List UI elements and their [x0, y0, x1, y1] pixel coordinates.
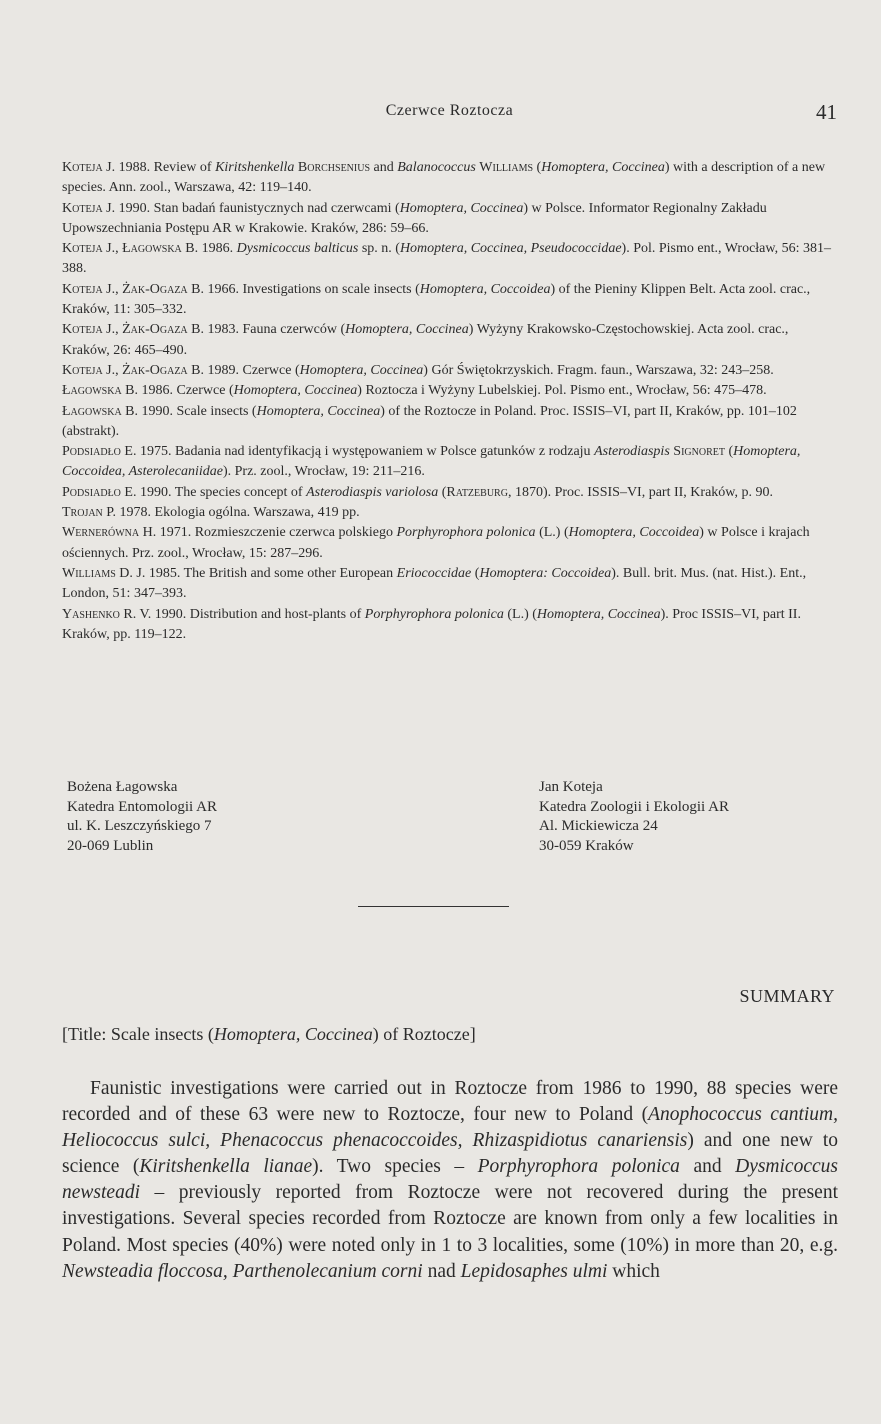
reference-item [62, 381, 838, 401]
reference-taxon: Homoptera, Coccoidea [568, 525, 700, 541]
reference-text: ( [533, 160, 542, 175]
reference-text: ). Bull. brit. Mus. (nat. Hist.). Ent., London, 51: 347–393. [62, 565, 807, 602]
page-number: 41 [816, 100, 837, 124]
reference-text: 1990. Distribution and host-plants of [151, 606, 365, 622]
reference-text: ) Roztocza i Wyżyny Lubelskiej. Pol. Pismo ent., Wrocław, 56: 475–478. [357, 383, 767, 399]
summary-taxon: Newsteadia floccosa, Parthenolecanium corni [62, 1260, 423, 1282]
reference-author: Signoret [673, 444, 725, 460]
reference-text: ) with a description of a new species. Ann. zool., Warszawa, 42: 119–140. [62, 160, 826, 196]
reference-author: Koteja J. [62, 200, 116, 216]
reference-taxon: Homoptera, Coccinea [299, 362, 424, 378]
address-line: Katedra Zoologii i Ekologii AR [539, 798, 729, 815]
address-line: ul. K. Leszczyńskiego 7 [67, 818, 212, 834]
reference-author: Koteja J., Żak-Ogaza B. [62, 322, 204, 338]
reference-taxon: Eriococcidae [396, 565, 472, 581]
reference-taxon: Homoptera: Coccoidea [479, 565, 612, 581]
reference-text: 1990. The species concept of [136, 484, 307, 500]
reference-author: Borchsenius [297, 160, 371, 175]
reference-text: ( [438, 484, 447, 500]
summary-text: nad [422, 1260, 461, 1282]
section-divider [358, 906, 509, 907]
summary-taxon: Anophococcus cantium, Heliococcus sulci, Phenacoccus phenacoccoides, Rhizaspidiotus canariensis [62, 1104, 838, 1152]
reference-author: Koteja J., Łagowska B. [62, 241, 199, 257]
summary-heading: SUMMARY [739, 986, 835, 1006]
reference-text: sp. n. ( [358, 241, 400, 257]
reference-text: ). Prz. zool., Wrocław, 19: 211–216. [222, 464, 425, 480]
reference-item [62, 523, 838, 564]
reference-author: Yashenko R. V. [62, 606, 152, 622]
reference-taxon: Homoptera, Coccinea [536, 606, 661, 622]
reference-text: ( [724, 444, 734, 460]
summary-taxon: Kiritshenkella lianae [139, 1156, 313, 1178]
reference-taxon: Porphyrophora polonica [364, 606, 504, 622]
reference-text: 1971. Rozmieszczenie czerwca polskiego [156, 525, 397, 541]
reference-taxon: Dysmicoccus balticus [236, 241, 359, 257]
reference-taxon: Asterodiaspis [594, 444, 670, 460]
reference-author: Podsiadło E. [62, 484, 137, 500]
reference-taxon: Homoptera, Coccinea, Pseudococcidae [399, 241, 622, 257]
address-line: 20-069 Lublin [67, 837, 154, 854]
reference-taxon: Homoptera, Coccinea [256, 403, 381, 419]
reference-taxon: Homoptera, Coccoidea, Asterolecaniidae [62, 444, 801, 480]
reference-taxon: Homoptera, Coccinea [345, 322, 469, 338]
reference-text: 1990. Scale insects ( [138, 403, 257, 419]
address-line: Bożena Łagowska [67, 779, 178, 795]
address-line: 30-059 Kraków [539, 837, 634, 854]
summary-taxon: Porphyrophora polonica [477, 1156, 680, 1178]
address-line: Jan Koteja [539, 779, 603, 795]
reference-author: Koteja J., Żak-Ogaza B. [62, 281, 204, 297]
summary-taxon: Lepidosaphes ulmi [460, 1260, 608, 1282]
reference-item [62, 442, 838, 483]
reference-text: ) w Polsce. Informator Regionalny Zakładu Upowszechniania Postępu AR w Krakowie. Kraków, 286: 59–66. [62, 200, 767, 236]
reference-item [62, 199, 838, 240]
reference-author: Koteja J., Żak-Ogaza B. [62, 362, 204, 378]
address-koteja [539, 778, 729, 856]
address-line: Katedra Entomologii AR [67, 798, 217, 815]
reference-author: Williams [479, 160, 534, 175]
summary-text: ). Two species – [312, 1156, 478, 1178]
address-lagowska [67, 778, 217, 856]
reference-item [62, 280, 838, 321]
reference-taxon: Homoptera, Coccinea [541, 160, 665, 175]
reference-text: ) of the Pieniny Klippen Belt. Acta zool. crac., Kraków, 11: 305–332. [62, 281, 811, 318]
reference-taxon: Porphyrophora polonica [396, 525, 536, 541]
reference-text: 1988. Review of [115, 160, 216, 175]
reference-author: Williams D. J. [62, 565, 146, 581]
reference-taxon: Homoptera, Coccinea [233, 383, 358, 399]
reference-item [62, 605, 838, 646]
reference-author: Wernerówna H. [62, 525, 157, 541]
reference-text: 1975. Badania nad identyfikacją i występowaniem w Polsce gatunków z rodzaju [136, 444, 595, 460]
summary-title-text: [Title: Scale insects ( [62, 1024, 214, 1044]
reference-text: ). Proc ISSIS–VI, part II. Kraków, pp. 119–122. [62, 606, 801, 642]
reference-item [62, 239, 838, 280]
summary-text: – previously reported from Roztocze were not recovered during the present investigations. Several species recorded from Roztocze are known from only a few localities in Poland. Most species (40%) were noted only in 1 to 3 localities, some (10%) in more than 20, e.g. [62, 1182, 838, 1256]
summary-text: ) and one new to science ( [62, 1130, 838, 1178]
reference-item [62, 503, 838, 523]
reference-author: Łagowska B. [62, 383, 138, 399]
summary-text: and [679, 1156, 736, 1178]
reference-text: ) Gór Świętokrzyskich. Fragm. faun., Warszawa, 32: 243–258. [423, 362, 774, 378]
reference-text: 1978. Ekologia ogólna. Warszawa, 419 pp. [116, 505, 360, 521]
reference-taxon: Balanococcus [397, 160, 476, 175]
reference-text: 1986. Czerwce ( [138, 383, 234, 399]
reference-text: ) w Polsce i krajach ościennych. Prz. zool., Wrocław, 15: 287–296. [62, 525, 810, 561]
reference-taxon: Homoptera, Coccinea [399, 200, 524, 216]
reference-item [62, 361, 838, 381]
reference-item [62, 158, 838, 199]
reference-text: (L.) ( [503, 606, 537, 622]
summary-taxon: Dysmicoccus newsteadi [62, 1156, 838, 1204]
summary-title-taxon: Homoptera, Coccinea [213, 1024, 373, 1044]
reference-text: 1983. Fauna czerwców ( [204, 322, 346, 338]
reference-author: Koteja J. [62, 160, 116, 175]
reference-item [62, 564, 838, 605]
reference-author: Ratzeburg [446, 484, 508, 500]
reference-taxon: Asterodiaspis variolosa [306, 484, 439, 500]
reference-text: ) Wyżyny Krakowsko-Częstochowskiej. Acta zool. crac., Kraków, 26: 465–490. [62, 322, 789, 358]
reference-author: Podsiadło E. [62, 444, 137, 460]
reference-text: 1985. The British and some other European [145, 565, 397, 581]
reference-text: , 1870). Proc. ISSIS–VI, part II, Kraków, p. 90. [507, 484, 773, 500]
reference-text: 1966. Investigations on scale insects ( [204, 281, 420, 297]
summary-title [62, 1024, 476, 1045]
reference-text: 1986. [198, 241, 237, 257]
reference-text: ) of the Roztocze in Poland. Proc. ISSIS–VI, part II, Kraków, pp. 101–102 (abstrakt). [62, 403, 797, 439]
reference-text: ( [471, 565, 480, 581]
summary-text: Faunistic investigations were carried out in Roztocze from 1986 to 1990, 88 species were recorded and of these 63 were new to Roztocze, four new to Poland ( [62, 1078, 838, 1126]
reference-author: Trojan P. [62, 505, 117, 521]
summary-paragraph [62, 1076, 838, 1285]
summary-text: which [607, 1260, 660, 1282]
running-title: Czerwce Roztocza [385, 102, 514, 119]
reference-taxon: Homoptera, Coccoidea [419, 281, 551, 297]
reference-item [62, 320, 838, 361]
reference-taxon: Kiritshenkella [215, 160, 295, 175]
reference-item [62, 483, 838, 503]
address-line: Al. Mickiewicza 24 [539, 818, 658, 834]
reference-text: (L.) ( [535, 525, 569, 541]
page-header [62, 102, 837, 132]
summary-title-text: ) of Roztocze] [372, 1024, 476, 1044]
reference-text: 1990. Stan badań faunistycznych nad czerwcami ( [115, 200, 400, 216]
reference-text: 1989. Czerwce ( [204, 362, 300, 378]
reference-item [62, 402, 838, 443]
reference-author: Łagowska B. [62, 403, 138, 419]
reference-list [62, 158, 838, 645]
reference-text: and [370, 160, 398, 175]
reference-text: ). Pol. Pismo ent., Wrocław, 56: 381–388. [62, 241, 831, 277]
